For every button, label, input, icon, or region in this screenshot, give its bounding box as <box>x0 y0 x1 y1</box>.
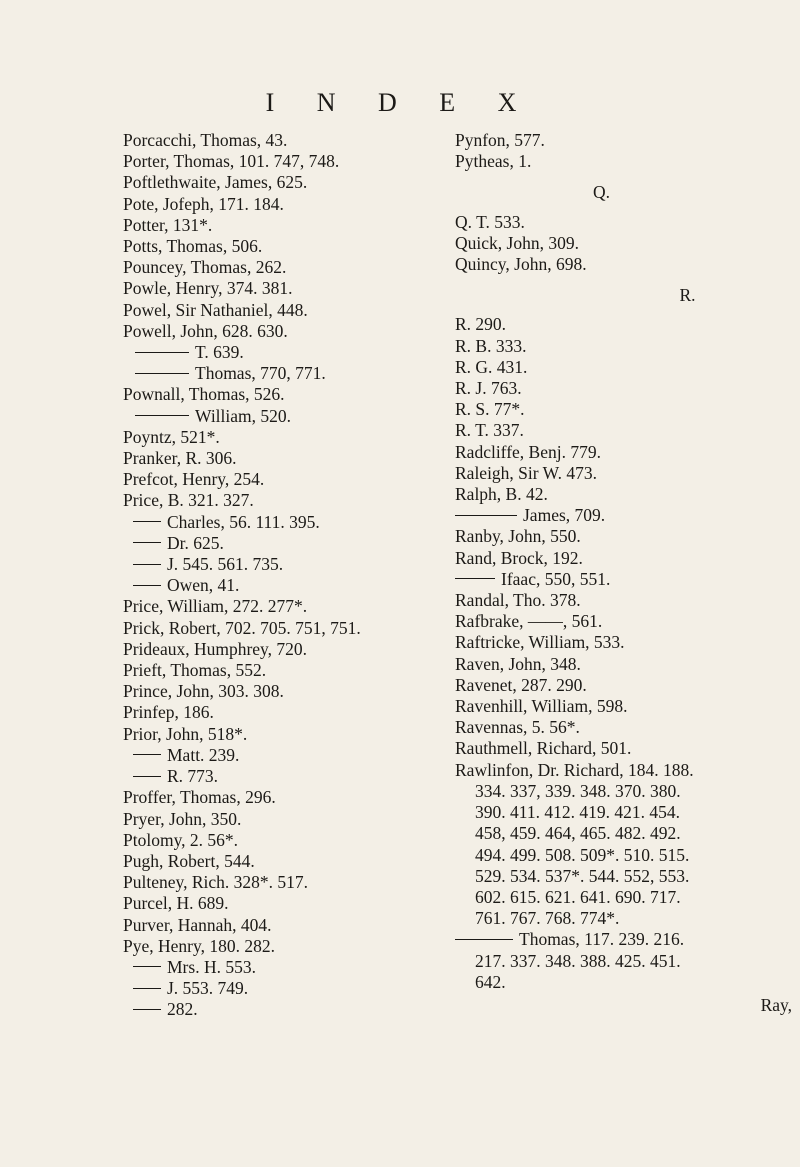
entry-text: Ravenet, 287. 290. <box>455 674 587 695</box>
entry-text: Prick, Robert, 702. 705. 751, 751. <box>123 617 361 638</box>
entries-r <box>455 314 800 993</box>
index-entry <box>455 548 800 569</box>
index-entry <box>455 738 800 759</box>
ditto-dash <box>135 352 189 353</box>
ditto-dash <box>133 966 161 967</box>
entry-text: 602. 615. 621. 641. 690. 717. <box>475 886 681 907</box>
entry-text: Pynfon, 577. <box>455 130 545 150</box>
entry-text: Rafbrake, ——, 561. <box>455 611 603 632</box>
index-entry <box>123 448 463 469</box>
index-entry <box>455 399 800 420</box>
entry-text: Prince, John, 303. 308. <box>123 681 284 702</box>
ditto-dash <box>455 515 517 516</box>
index-entry <box>123 257 463 278</box>
index-entry <box>123 300 463 321</box>
entry-text: Poftlethwaite, James, 625. <box>123 172 308 193</box>
index-entry <box>123 893 463 914</box>
index-entry <box>455 696 800 717</box>
entry-text: R. S. 77*. <box>455 399 525 420</box>
entry-text: T. 639. <box>195 342 244 363</box>
entry-text: Thomas, 117. 239. 216. <box>519 929 685 950</box>
entry-text: Porcacchi, Thomas, 43. <box>123 130 288 150</box>
entry-text: Proffer, Thomas, 296. <box>123 787 276 808</box>
entry-text: 642. <box>475 971 506 992</box>
index-entry <box>455 378 800 399</box>
entry-text: R. G. 431. <box>455 356 528 377</box>
entry-text: Raleigh, Sir W. 473. <box>455 462 597 483</box>
entry-text: Ranby, John, 550. <box>455 526 581 547</box>
index-entry <box>123 490 463 511</box>
index-entry <box>123 469 463 490</box>
entry-text: J. 553. 749. <box>167 978 249 999</box>
index-entry <box>455 569 800 590</box>
index-entry <box>123 427 463 448</box>
ditto-dash <box>133 521 161 522</box>
index-entry <box>455 463 800 484</box>
entry-text: Purcel, H. 689. <box>123 893 229 914</box>
entry-text: Purver, Hannah, 404. <box>123 914 272 935</box>
index-entry <box>455 845 800 866</box>
index-entry <box>455 233 800 254</box>
index-entry <box>123 172 463 193</box>
entry-text: Pouncey, Thomas, 262. <box>123 257 287 278</box>
index-entry <box>455 442 800 463</box>
entry-text: Rand, Brock, 192. <box>455 547 583 568</box>
entry-text: Pytheas, 1. <box>455 151 532 172</box>
entry-text: Rauthmell, Richard, 501. <box>455 738 632 759</box>
entry-text: Price, William, 272. 277*. <box>123 596 308 617</box>
index-entry <box>123 851 463 872</box>
entry-text: J. 545. 561. 735. <box>167 554 284 575</box>
index-entry <box>455 632 800 653</box>
entry-text: R. B. 333. <box>455 335 527 356</box>
index-entry <box>123 321 463 342</box>
index-entry <box>455 130 800 151</box>
entry-text: Pownall, Thomas, 526. <box>123 384 285 405</box>
entry-text: 458, 459. 464, 465. 482. 492. <box>475 823 681 844</box>
index-entry <box>123 999 463 1020</box>
index-entry <box>123 809 463 830</box>
entries-q <box>455 212 800 276</box>
entry-text: Prior, John, 518*. <box>123 723 248 744</box>
index-entry <box>455 908 800 929</box>
entry-text: R. T. 337. <box>455 420 524 441</box>
index-column-left <box>123 130 463 1021</box>
index-entry <box>455 717 800 738</box>
entry-text: Pryer, John, 350. <box>123 808 242 829</box>
index-entry <box>455 336 800 357</box>
index-entry <box>455 314 800 335</box>
entry-text: 334. 337, 339. 348. 370. 380. <box>475 780 681 801</box>
section-heading-r: R. <box>679 285 696 306</box>
index-entry <box>455 951 800 972</box>
entry-text: Rawlinfon, Dr. Richard, 184. 188. <box>455 759 694 780</box>
entry-text: Potter, 131*. <box>123 214 213 235</box>
index-entry <box>455 611 800 632</box>
index-entry <box>123 787 463 808</box>
entry-text: Ralph, B. 42. <box>455 484 548 505</box>
entry-text: Pulteney, Rich. 328*. 517. <box>123 872 309 893</box>
entry-text: 529. 534. 537*. 544. 552, 553. <box>475 865 690 886</box>
entry-text: Ravenhill, William, 598. <box>455 696 628 717</box>
index-entry <box>123 236 463 257</box>
entry-text: 390. 411. 412. 419. 421. 454. <box>475 802 680 823</box>
ditto-dash <box>455 939 513 940</box>
index-entry <box>455 760 800 781</box>
entry-text: Powle, Henry, 374. 381. <box>123 278 293 299</box>
index-entry <box>455 675 800 696</box>
index-entry <box>123 512 463 533</box>
index-entry <box>123 384 463 405</box>
entry-text: Ifaac, 550, 551. <box>501 568 611 589</box>
index-entry <box>455 972 800 993</box>
entry-text: Randal, Tho. 378. <box>455 590 581 611</box>
entry-text: Poyntz, 521*. <box>123 426 220 447</box>
index-entry <box>123 702 463 723</box>
index-entry <box>455 420 800 441</box>
ditto-dash <box>455 578 495 579</box>
index-entry <box>455 929 800 950</box>
ditto-dash <box>133 542 161 543</box>
index-entry <box>123 194 463 215</box>
entry-text: Ptolomy, 2. 56*. <box>123 829 239 850</box>
entry-text: Pranker, R. 306. <box>123 448 237 469</box>
entry-text: Prinfep, 186. <box>123 702 214 723</box>
entry-text: R. 290. <box>455 314 507 335</box>
index-column-right <box>455 130 800 1016</box>
index-entry <box>123 278 463 299</box>
index-entry <box>123 342 463 363</box>
entry-text: Charles, 56. 111. 395. <box>167 511 320 532</box>
ditto-dash <box>133 1009 161 1010</box>
index-entry <box>123 596 463 617</box>
entry-text: Raven, John, 348. <box>455 653 581 674</box>
entry-text: Quincy, John, 698. <box>455 254 587 275</box>
index-entry <box>123 978 463 999</box>
ditto-dash <box>135 373 189 374</box>
index-entry <box>455 484 800 505</box>
index-entry <box>123 130 463 151</box>
entry-text: Raftricke, William, 533. <box>455 632 625 653</box>
ditto-dash <box>133 776 161 777</box>
index-entry <box>123 215 463 236</box>
entry-text: Matt. 239. <box>167 744 240 765</box>
entry-text: 282. <box>167 999 198 1020</box>
index-entry <box>455 357 800 378</box>
entry-text: Pugh, Robert, 544. <box>123 850 255 871</box>
index-entry <box>455 654 800 675</box>
index-entry <box>123 830 463 851</box>
entry-text: Mrs. H. 553. <box>167 956 256 977</box>
index-entry <box>455 212 800 233</box>
ditto-dash <box>133 988 161 989</box>
entry-text: R. J. 763. <box>455 378 522 399</box>
section-heading-q: Q. <box>592 182 610 203</box>
entry-text: Quick, John, 309. <box>455 232 579 253</box>
index-entry <box>455 526 800 547</box>
entry-text: 217. 337. 348. 388. 425. 451. <box>475 950 681 971</box>
entry-text: Q. T. 533. <box>455 211 525 232</box>
ditto-dash <box>133 754 161 755</box>
entry-text: 494. 499. 508. 509*. 510. 515. <box>475 844 690 865</box>
index-entry <box>455 887 800 908</box>
index-entry <box>455 802 800 823</box>
entry-text: Price, B. 321. 327. <box>123 490 254 511</box>
entry-text: Thomas, 770, 771. <box>195 363 326 384</box>
index-entry <box>455 151 800 172</box>
entry-text: Porter, Thomas, 101. 747, 748. <box>123 151 340 172</box>
index-entry <box>123 681 463 702</box>
entry-text: Ravennas, 5. 56*. <box>455 717 580 738</box>
page-header: I N D E X <box>265 88 535 117</box>
index-entry <box>455 781 800 802</box>
entry-text: Prieft, Thomas, 552. <box>123 660 267 681</box>
index-entry <box>123 724 463 745</box>
index-entry <box>455 590 800 611</box>
index-entry <box>123 915 463 936</box>
index-entry <box>123 533 463 554</box>
index-entry <box>123 363 463 384</box>
entries-p-continued <box>455 130 800 172</box>
entry-text: Pye, Henry, 180. 282. <box>123 935 275 956</box>
entry-text: Owen, 41. <box>167 575 240 596</box>
index-entry <box>455 254 800 275</box>
index-entry <box>123 766 463 787</box>
entry-text: Potts, Thomas, 506. <box>123 236 263 257</box>
ditto-dash <box>135 415 189 416</box>
ditto-dash <box>133 564 161 565</box>
index-entry <box>123 639 463 660</box>
index-entry <box>123 406 463 427</box>
index-entry <box>123 660 463 681</box>
entry-text: James, 709. <box>523 505 606 526</box>
index-entry <box>123 554 463 575</box>
entry-text: Powel, Sir Nathaniel, 448. <box>123 299 308 320</box>
entry-text: Powell, John, 628. 630. <box>123 320 288 341</box>
index-entry <box>123 745 463 766</box>
entry-text: R. 773. <box>167 766 219 787</box>
entry-text: Pote, Jofeph, 171. 184. <box>123 193 284 214</box>
entry-text: Prefcot, Henry, 254. <box>123 469 265 490</box>
index-entry <box>123 575 463 596</box>
catchword: Ray, <box>760 994 792 1015</box>
entry-text: Prideaux, Humphrey, 720. <box>123 638 308 659</box>
index-entry <box>123 957 463 978</box>
entry-text: Radcliffe, Benj. 779. <box>455 441 601 462</box>
entry-text: William, 520. <box>195 405 292 426</box>
index-entry <box>455 866 800 887</box>
index-entry <box>123 936 463 957</box>
index-entry <box>455 823 800 844</box>
entry-text: 761. 767. 768. 774*. <box>475 908 620 929</box>
index-entry <box>123 618 463 639</box>
index-entry <box>123 151 463 172</box>
ditto-dash <box>133 585 161 586</box>
index-entry <box>455 505 800 526</box>
entry-text: Dr. 625. <box>167 532 224 553</box>
index-entry <box>123 872 463 893</box>
